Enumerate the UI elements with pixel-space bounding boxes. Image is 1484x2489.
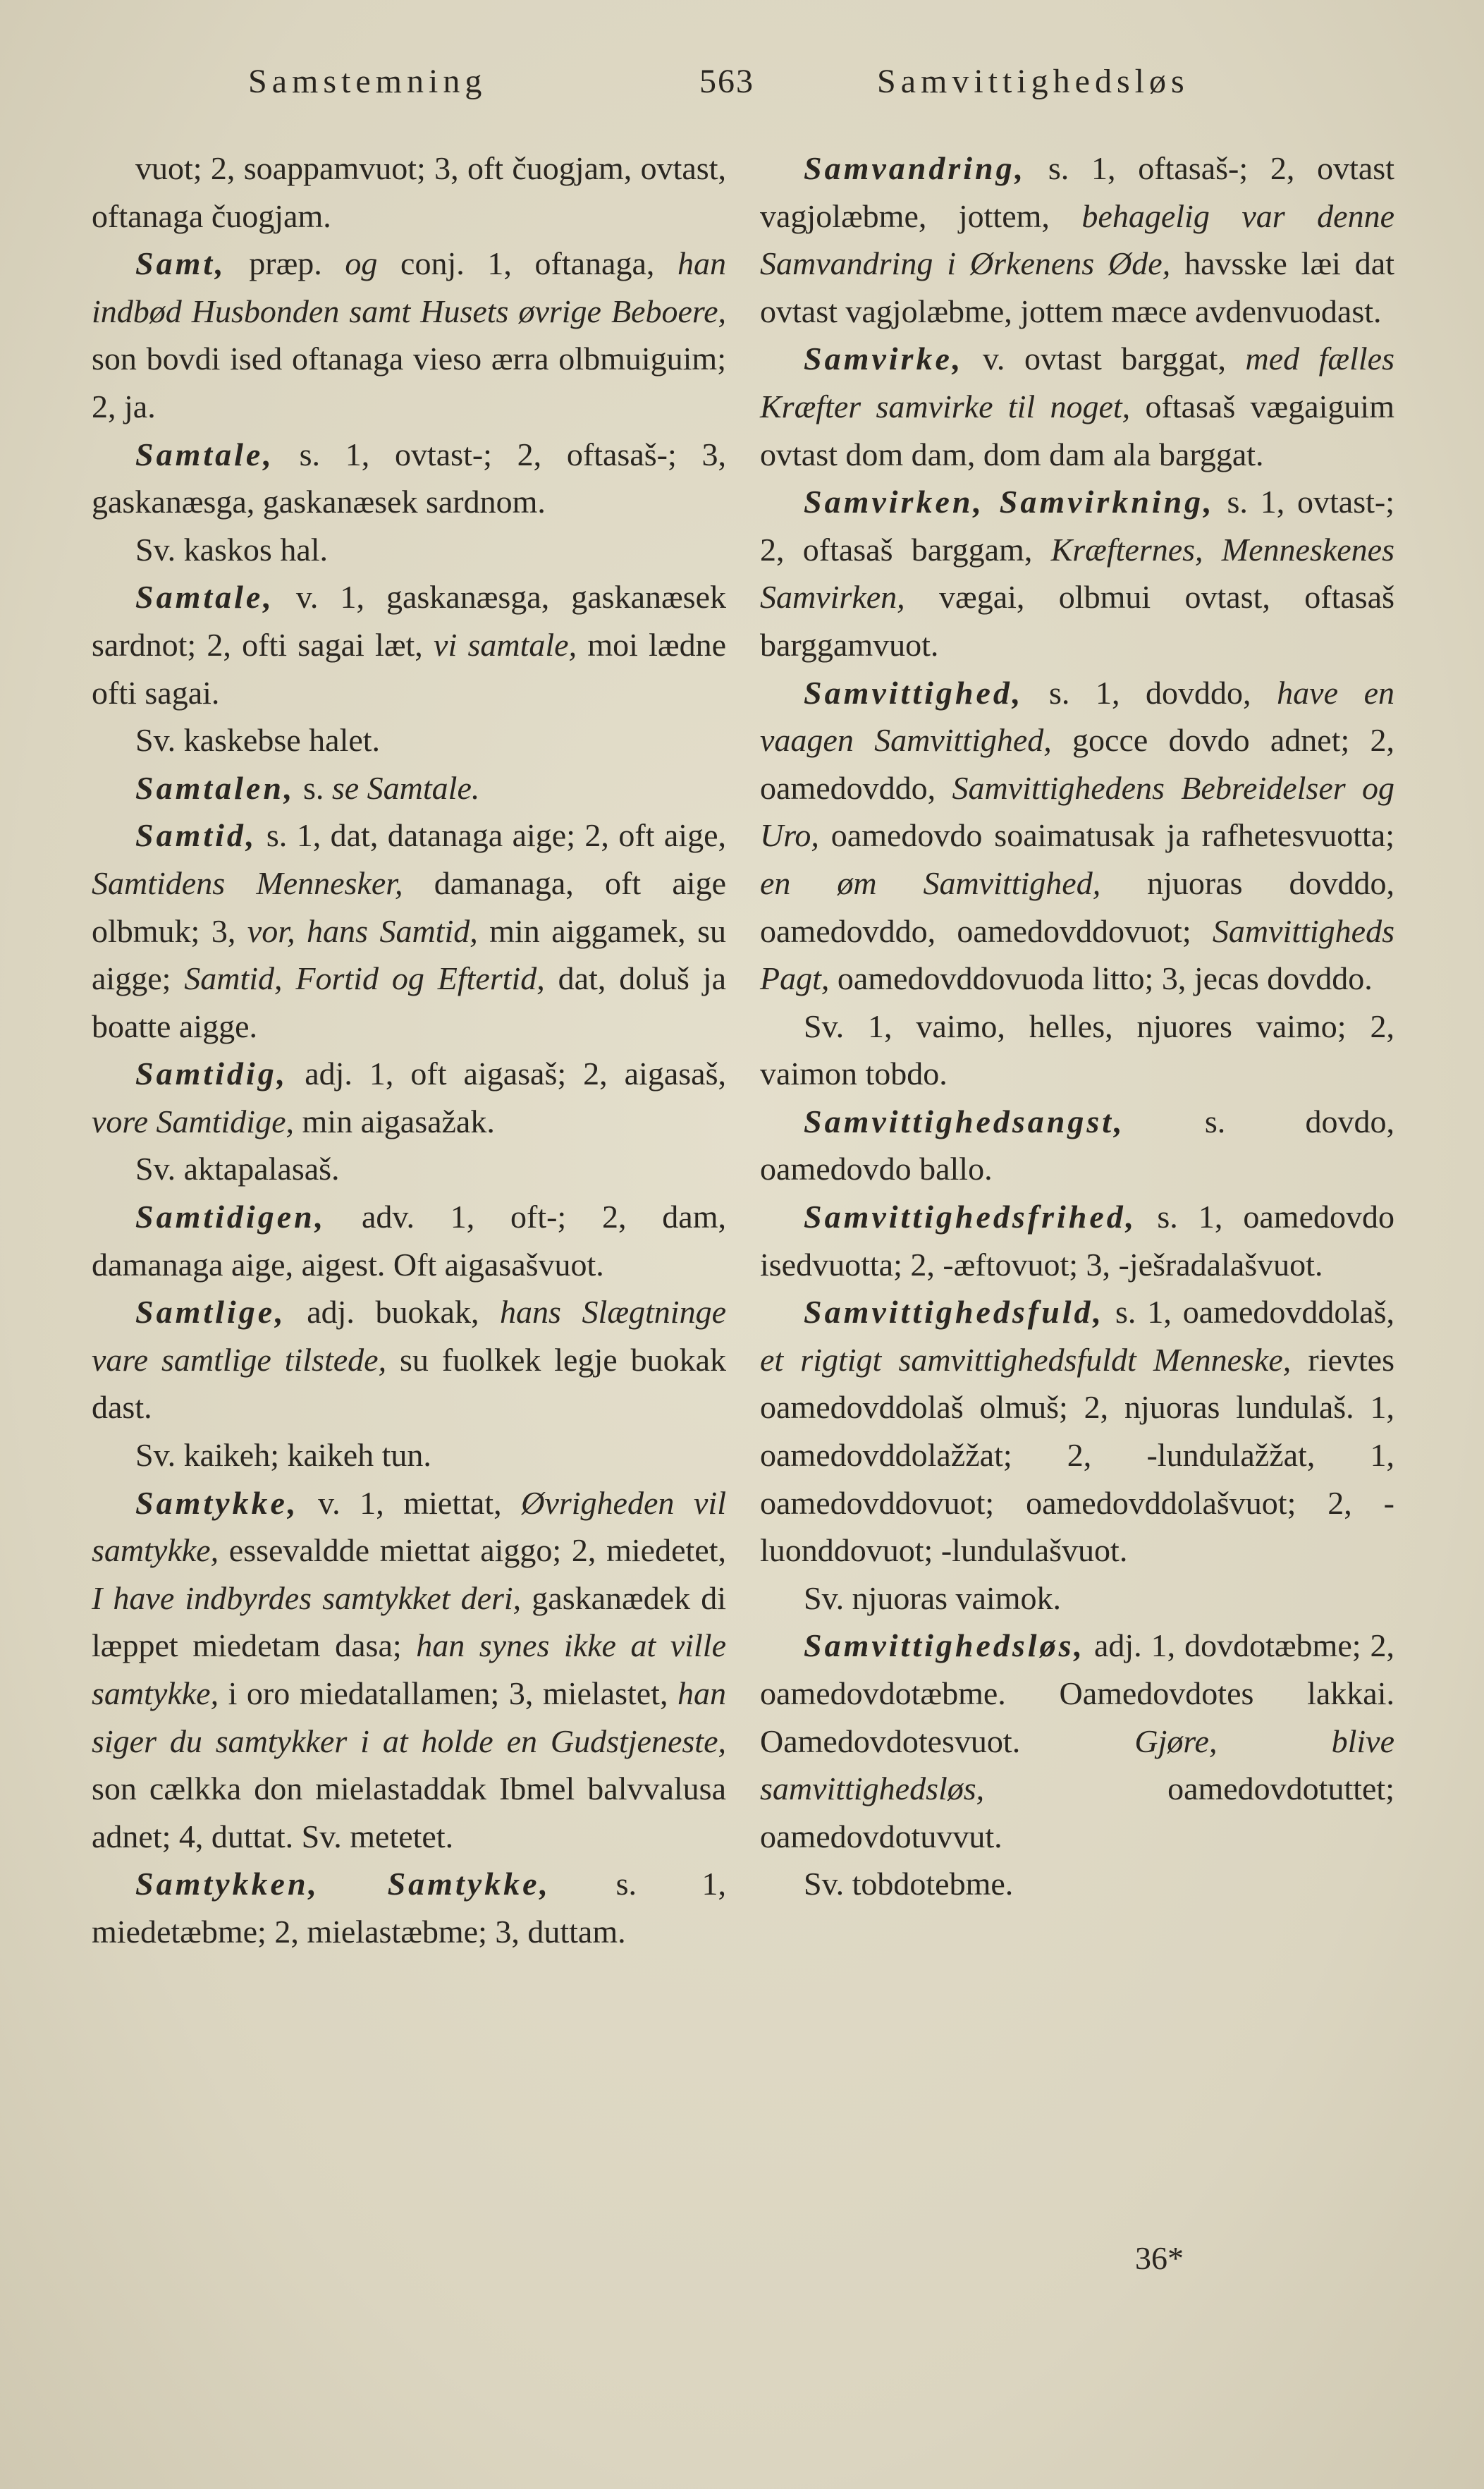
dictionary-entry [760,1193,1394,1288]
headword: Samt, [135,245,226,282]
dictionary-entry [760,669,1394,1003]
headword: Samtidig, [135,1056,288,1092]
definition-text: s. dovdo, oamedovdo ballo. [760,1103,1394,1187]
definition-text: Sv. njuoras vaimok. [804,1579,1061,1616]
headword: Samtalen, [135,769,295,806]
definition-text: Sv. kaskebse halet. [135,722,381,759]
definition-text: adj. 1, oft aigasaš; 2, aigasaš, [288,1056,726,1092]
entry-continuation [92,1145,726,1193]
dictionary-entry [760,1098,1394,1193]
example-phrase: have en vaagen Samvittighed, [760,674,1394,759]
definition-text: oamedovdo soaimatusak ja rafhetesvuotta; [818,817,1394,854]
example-phrase: Samtid, Fortid og Eftertid, [184,960,545,997]
dictionary-entry [92,764,726,812]
dictionary-entry [760,1288,1394,1574]
dictionary-entry [760,335,1394,478]
definition-text: Sv. kaikeh; kaikeh tun. [135,1437,431,1474]
dictionary-entry [92,1050,726,1145]
example-phrase: med fælles Kræfter samvirke til noget, [760,341,1394,424]
example-phrase: Gjøre, blive samvittighedsløs, [760,1723,1394,1807]
definition-text: essevaldde miettat aiggo; 2, miedetet, [219,1532,726,1569]
definition-text: præp. [226,245,345,282]
dictionary-entry [92,1193,726,1288]
signature-mark: 36* [1135,2240,1184,2276]
dictionary-entry [92,812,726,1050]
headword: Samtale, [135,579,274,616]
definition-text: s. 1, oftasaš-; 2, ovtast vagjolæbme, jottem, [760,150,1394,234]
dictionary-entry [760,145,1394,335]
definition-text: s. [295,769,332,806]
definition-text: vægai, olbmui ovtast, oftasaš barggamvuot. [760,579,1394,663]
example-phrase: og [345,245,378,282]
definition-text: s. 1, miedetæbme; 2, mielastæbme; 3, duttam. [92,1866,726,1950]
headword: Samvittighedsfrihed, [804,1199,1137,1235]
example-phrase: vore Samtidige, [92,1103,295,1139]
definition-text: adj. buokak, [286,1294,501,1331]
example-phrase: han synes ikke at ville samtykke, [92,1627,726,1711]
definition-text: njuoras dovddo, oamedovddo, oamedovddovuot; [760,864,1395,949]
definition-text: s. 1, oamedovdo isedvuotta; 2, -æftovuot; 3, -ješradalašvuot. [760,1199,1394,1283]
entry-continuation [760,1003,1394,1098]
headword: Samtale, [135,436,274,472]
headword: Samtidigen, [135,1199,326,1235]
headword: Samvirke, [804,341,964,377]
definition-text: Sv. 1, vaimo, helles, njuores vaimo; 2, vaimon tobdo. [760,1008,1394,1092]
definition-text: son bovdi ised oftanaga vieso ærra olbmuiguim; 2, ja. [92,341,726,424]
example-phrase: behagelig var denne Samvandring i Ørkenens Øde, [760,197,1394,282]
example-phrase: vi samtale, [434,626,577,663]
definition-text: oftasaš vægaiguim ovtast dom dam, dom dam ala barggat. [760,388,1394,472]
definition-text: conj. 1, oftanaga, [377,245,677,282]
definition-text: s. 1, dat, datanaga aige; 2, oft aige, [257,817,726,854]
entry-continuation [92,145,726,240]
definition-text: adj. 1, dovdotæbme; 2, oamedovdotæbme. Oamedovdotes lakkai. Oamedovdotesvuot. [760,1627,1394,1759]
definition-text: v. 1, gaskanæsga, gaskanæsek sardnot; 2, ofti sagai læt, [92,579,726,663]
entry-continuation [92,526,726,574]
headword: Samtlige, [135,1294,286,1331]
dictionary-entry [92,1288,726,1431]
definition-text: damanaga, oft aige olbmuk; 3, [92,864,726,949]
definition-text: i oro miedatallamen; 3, mielastet, [219,1675,677,1711]
dictionary-entry [92,431,726,526]
definition-text: Sv. tobdotebme. [804,1866,1014,1902]
example-phrase: Kræfternes, Menneskenes Samvirken, [760,531,1394,616]
headword: Samtykke, [135,1484,299,1521]
dictionary-entry [760,1622,1394,1860]
definition-text: havsske læi dat ovtast vagjolæbme, jottem mæce avdenvuodast. [760,245,1394,329]
example-phrase: han indbød Husbonden samt Husets øvrige Beboere, [92,245,726,329]
example-phrase: Øvrigheden vil samtykke, [92,1484,726,1569]
definition-text: adv. 1, oft-; 2, dam, damanaga aige, aigest. Oft aigasašvuot. [92,1199,726,1283]
headword: Samtid, [135,817,257,854]
header-first-word: Samstemning [248,63,487,100]
definition-text: gaskanædek di læppet miedetam dasa; [92,1579,726,1664]
dictionary-entry [92,1479,726,1861]
headword: Samvandring, [804,150,1026,186]
definition-text: dat, doluš ja boatte aigge. [92,960,726,1044]
dictionary-entry [760,478,1394,668]
header-last-word: Samvittighedsløs [877,63,1189,100]
example-phrase: han siger du samtykker i at holde en Gudstjeneste, [92,1675,726,1759]
dictionary-entry [92,240,726,430]
definition-text: son cælkka don mielastaddak Ibmel balvvalusa adnet; 4, duttat. Sv. metetet. [92,1771,726,1854]
example-phrase: et rigtigt samvittighedsfuldt Menneske, [760,1341,1292,1378]
headword: Samvittighedsfuld, [804,1294,1104,1331]
right-column [760,145,1394,1908]
headword: Samvirken, Samvirkning, [804,484,1215,520]
definition-text: v. 1, miettat, [298,1484,522,1521]
headword: Samvittighedsangst, [804,1103,1125,1139]
example-phrase: I have indbyrdes samtykket deri, [92,1579,522,1616]
definition-text: s. 1, ovtast-; 2, oftasaš-; 3, gaskanæsga, gaskanæsek sardnom. [92,436,726,520]
definition-text: oamedovddovuoda litto; 3, jecas dovddo. [829,960,1373,997]
definition-text: vuot; 2, soappamvuot; 3, oft čuogjam, ovtast, oftanaga čuogjam. [92,150,726,234]
example-phrase: Samvittighedens Bebreidelser og Uro, [760,769,1394,854]
entry-continuation [760,1574,1394,1622]
dictionary-entry [92,1860,726,1955]
definition-text: rievtes oamedovddolaš olmuš; 2, njuoras lundulaš. 1, oamedovddolažžat; 2, -lundulažžat, 1, oamedovddovuot; oamedovddolašvuot; 2, -luonddovuot; -lundulašvuot. [760,1341,1394,1569]
definition-text: s. 1, ovtast-; 2, oftasaš barggam, [760,484,1394,568]
definition-text: v. ovtast barggat, [963,341,1246,377]
headword: Samvittighedsløs, [804,1627,1085,1664]
definition-text: s. 1, oamedovddolaš, [1103,1294,1394,1331]
definition-text: oamedovdotuttet; oamedovdotuvvut. [760,1771,1394,1854]
definition-text: su fuolkek legje buokak dast. [92,1341,727,1426]
definition-text: min aigasažak. [294,1103,495,1139]
definition-text: Sv. aktapalasaš. [135,1151,340,1187]
left-column [92,145,726,1956]
running-header [0,62,1484,118]
definition-text: moi lædne ofti sagai. [92,626,726,711]
example-phrase: se Samtale. [331,769,480,806]
definition-text: Sv. kaskos hal. [135,531,329,568]
headword: Samvittighed, [804,674,1024,711]
definition-text: s. 1, dovddo, [1023,674,1277,711]
dictionary-entry [92,573,726,716]
definition-text: gocce dovdo adnet; 2, oamedovddo, [760,722,1394,806]
example-phrase: en øm Samvittighed, [760,864,1101,901]
page-number: 563 [699,63,754,100]
example-phrase: Samtidens Mennesker, [92,864,403,901]
entry-continuation [92,716,726,764]
example-phrase: hans Slægtninge vare samtlige tilstede, [92,1294,726,1378]
entry-continuation [92,1431,726,1479]
entry-continuation [760,1860,1394,1908]
example-phrase: Samvittigheds Pagt, [760,912,1394,997]
headword: Samtykken, Samtykke, [135,1866,551,1902]
example-phrase: vor, hans Samtid, [247,912,478,949]
definition-text: min aiggamek, su aigge; [92,912,727,997]
